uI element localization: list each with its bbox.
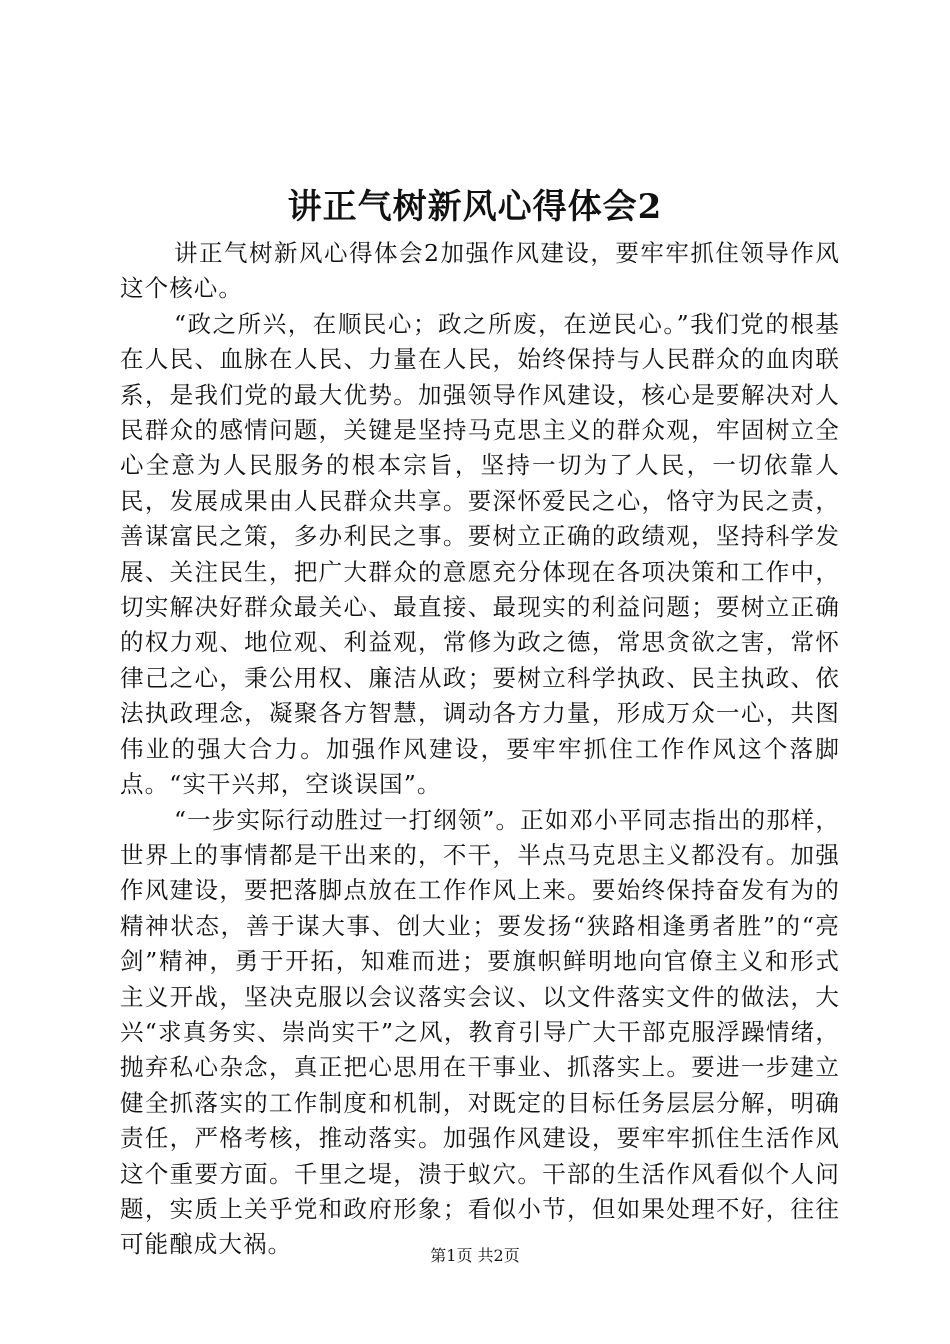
- document-body: [120, 236, 840, 1263]
- paragraph-1: 讲正气树新风心得体会2加强作风建设，要牢牢抓住领导作风这个核心。: [120, 239, 840, 303]
- paragraph-2: “政之所兴，在顺民心；政之所废，在逆民心。”我们党的根基在人民、血脉在人民、力量在人民，始终保持与人民群众的血肉联系，是我们党的最大优势。加强领导作风建设，核心是要解决对人民群众的感情问题，关键是坚持马克思主义的群众观，牢固树立全心全意为人民服务的根本宗旨，坚持一切为了人民，一切依靠人民，发展成果由人民群众共享。要深怀爱民之心，恪守为民之责，善谋富民之策，多办利民之事。要树立正确的政绩观，坚持科学发展、关注民生，把广大群众的意愿充分体现在各项决策和工作中，切实解决好群众最关心、最直接、最现实的利益问题；要树立正确的权力观、地位观、利益观，常修为政之德，常思贪欲之害，常怀律己之心，秉公用权、廉洁从政；要树立科学执政、民主执政、依法执政理念，凝聚各方智慧，调动各方力量，形成万众一心，共图伟业的强大合力。加强作风建设，要牢牢抓住工作作风这个落脚点。“实干兴邦，空谈误国”。: [120, 309, 840, 799]
- page-number-footer: 第1页 共2页: [430, 1246, 520, 1265]
- paragraph-3: “一步实际行动胜过一打纲领”。正如邓小平同志指出的那样，世界上的事情都是干出来的，不干，半点马克思主义都没有。加强作风建设，要把落脚点放在工作作风上来。要始终保持奋发有为的精神状态，善于谋大事、创大业；要发扬“狭路相逢勇者胜”的“亮剑”精神，勇于开拓，知难而进；要旗帜鲜明地向官僚主义和形式主义开战，坚决克服以会议落实会议、以文件落实文件的做法，大兴“求真务实、崇尚实干”之风，教育引导广大干部克服浮躁情绪，抛弃私心杂念，真正把心思用在干事业、抓落实上。要进一步建立健全抓落实的工作制度和机制，对既定的目标任务层层分解，明确责任，严格考核，推动落实。加强作风建设，要牢牢抓住生活作风这个重要方面。千里之堤，溃于蚁穴。干部的生活作风看似个人问题，实质上关乎党和政府形象；看似小节，但如果处理不好，往往可能酿成大祸。: [120, 805, 840, 1259]
- document-title: 讲正气树新风心得体会2: [287, 187, 663, 227]
